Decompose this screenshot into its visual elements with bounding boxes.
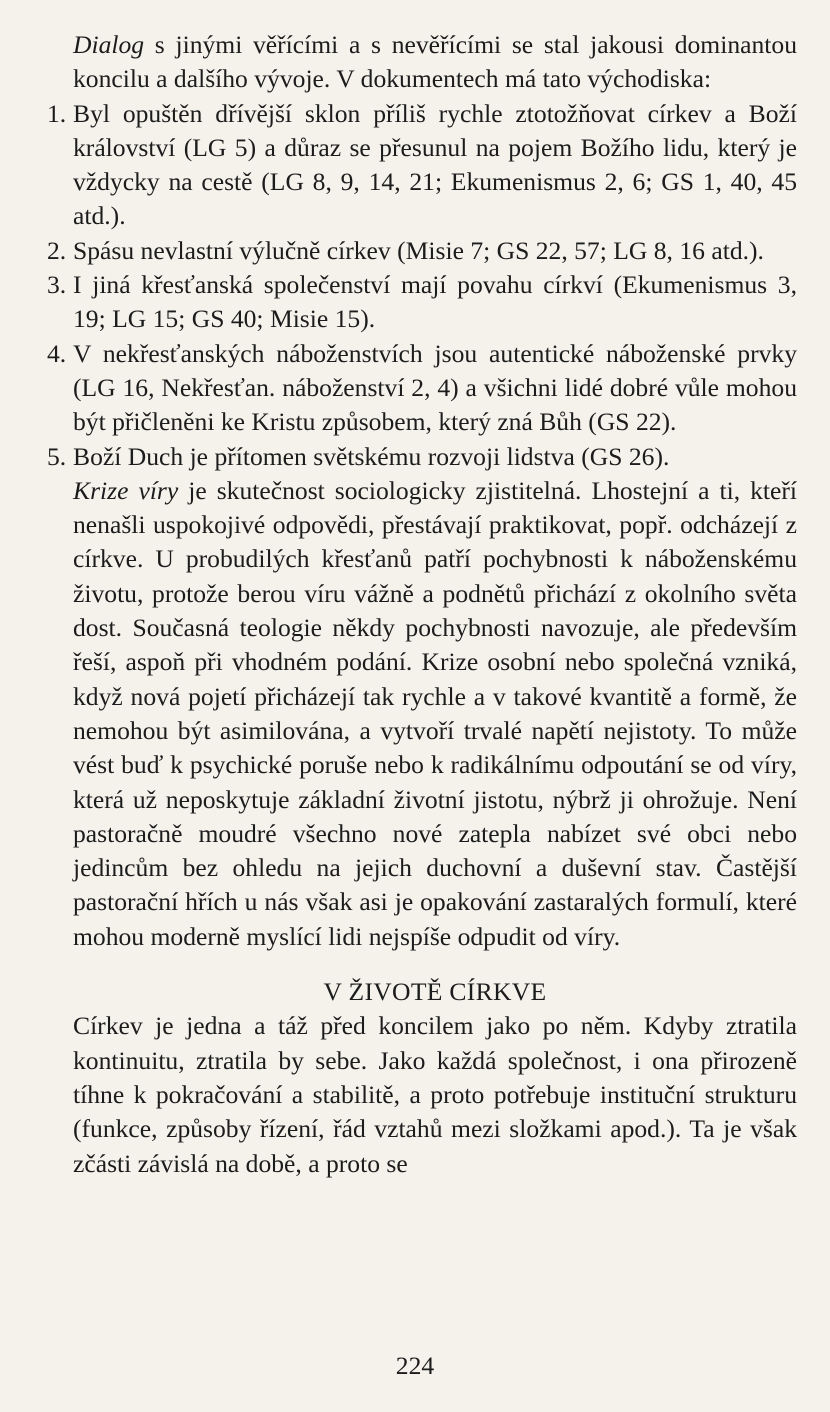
list-item [47,268,797,337]
list-item [47,440,797,474]
list-item-text: I jiná křesťanská společenství mají povahu církví (Ekumenismus 3, 19; LG 15; GS 40; Misie 15). [73,270,797,334]
paragraph-krize-body: je skutečnost sociologicky zjistitelná. Lhostejní a ti, kteří nenašli uspokojivé odpovědi, přestávají praktikovat, popř. odcházejí z církve. U probudilých křesťanů patří pochybnosti k náboženskému životu, protože berou víru vážně a podnětů přichází z okolního světa dost. Současná teologie někdy pochybnosti navozuje, ale především řeší, aspoň při vhodném podání. Krize osobní nebo společná vzniká, když nová pojetí přicházejí tak rychle a v takové kvantitě a formě, že nemohou být asimilována, a vytvoří trvalé napětí nejistoty. To může vést buď k psychické poruše nebo k radikálnímu odpoutání se od víry, která už neposkytuje základní životní jistotu, nýbrž ji ohrožuje. Není pastoračně moudré všechno nové zatepla nabízet své obci nebo jedincům bez ohledu na jejich duchovní a duševní stav. Častější pastorační hřích u nás však asi je opakování zastaralých formulí, které mohou moderně myslící lidi nejspíše odpudit od víry. [73,475,797,951]
list-number: 4. [47,338,67,368]
list-points [47,97,797,474]
paragraph-krize [73,474,797,954]
paragraph-dialog [73,28,797,97]
list-item [47,97,797,234]
list-item-text: Spásu nevlastní výlučně církev (Misie 7; GS 22, 57; LG 8, 16 atd.). [73,235,764,265]
list-item-text: Byl opuštěn dřívější sklon příliš rychle ztotožňovat církev a Boží království (LG 5) a důraz se přesunul na pojem Božího lidu, který je vždycky na cestě (LG 8, 9, 14, 21; Ekumenismus 2, 6; GS 1, 40, 45 atd.). [73,98,797,231]
section-heading: V ŽIVOTĚ CÍRKVE [323,977,547,1007]
list-item-text: Boží Duch je přítomen světskému rozvoji lidstva (GS 26). [73,441,670,471]
term-dialog: Dialog [73,30,145,59]
list-item [47,337,797,440]
list-item [47,234,797,268]
page-text-block [47,28,797,1181]
list-number: 1. [47,98,67,128]
paragraph-dialog-body: s jinými věřícími a s nevěřícími se stal jakousi dominantou koncilu a dalšího vývoje. V dokumentech má tato východiska: [73,30,797,94]
page-number: 224 [395,1351,435,1380]
list-number: 5. [47,441,67,471]
list-item-text: V nekřesťanských náboženstvích jsou autentické náboženské prvky (LG 16, Nekřesťan. náboženství 2, 4) a všichni lidé dobré vůle mohou být přičleněni ke Kristu způsobem, který zná Bůh (GS 22). [73,338,797,437]
paragraph-cirkev: Církev je jedna a táž před koncilem jako po něm. Kdyby ztratila kontinuitu, ztratila by sebe. Jako každá společnost, i ona přirozeně tíhne k pokračování a stabilitě, a proto potřebuje instituční strukturu (funkce, způsoby řízení, řád vztahů mezi složkami apod.). Ta je však zčásti závislá na době, a proto se [73,1011,797,1178]
term-krize-viry: Krize víry [73,475,179,505]
list-number: 3. [47,270,67,300]
list-number: 2. [47,235,67,265]
